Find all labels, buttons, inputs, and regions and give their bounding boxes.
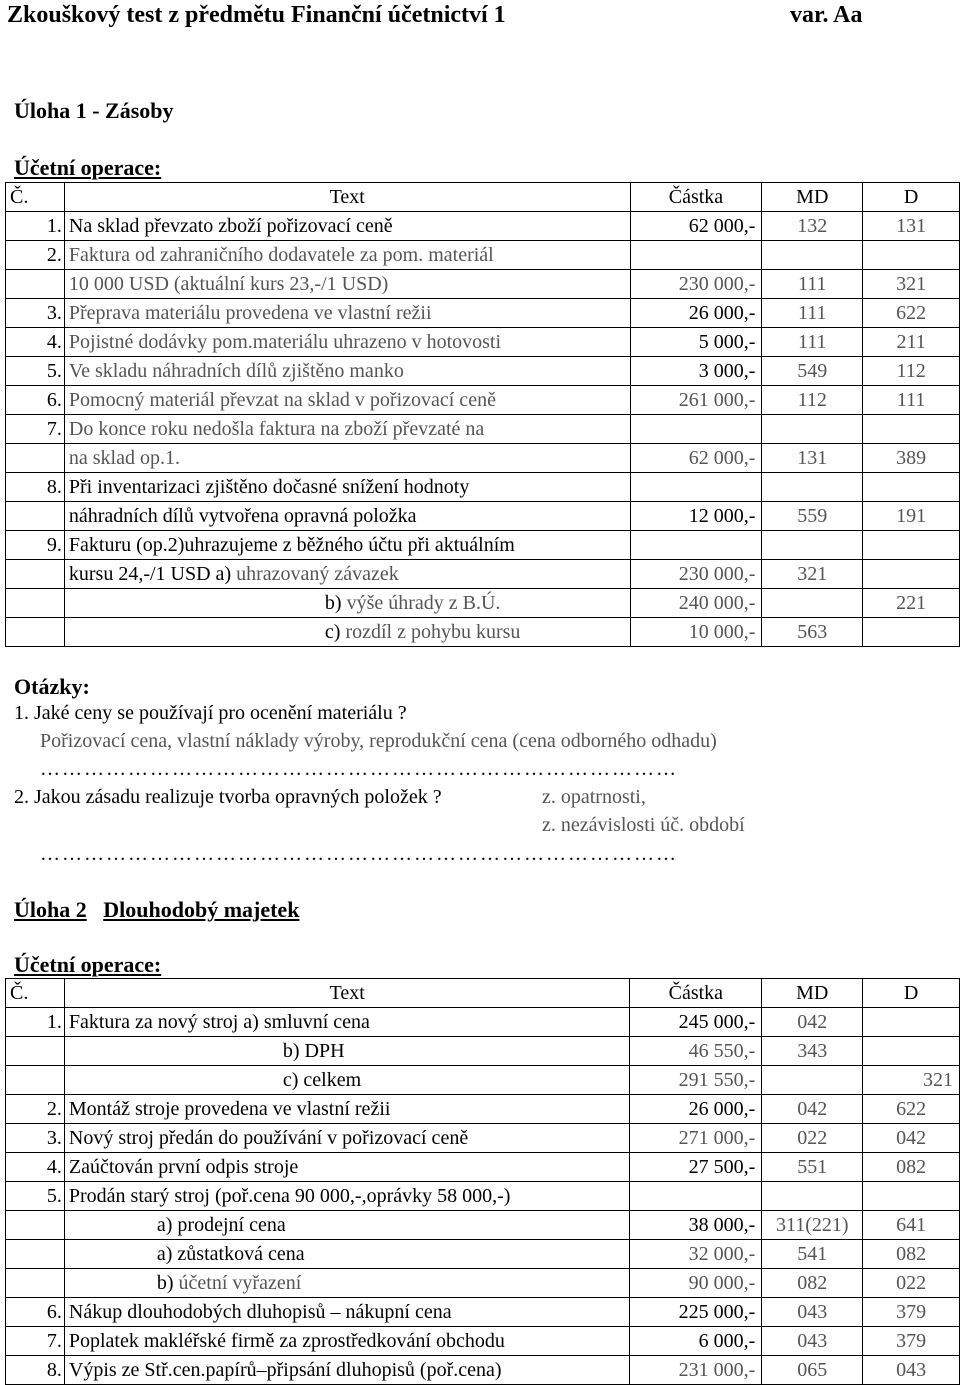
table-row <box>6 531 960 560</box>
header-no: Č. <box>6 979 65 1008</box>
row-text-answer: účetní vyřazení <box>178 1272 302 1294</box>
table-row <box>6 270 960 299</box>
row-amount: 5 000,- <box>630 328 762 357</box>
row-text: Poplatek makléřské firmě za zprostředkování obchodu <box>64 1327 630 1356</box>
row-d: 321 <box>863 270 960 299</box>
row-text: Výpis ze Stř.cen.papírů–připsání dluhopisů (poř.cena) <box>64 1356 630 1385</box>
row-d <box>863 415 960 444</box>
row-md: 043 <box>762 1298 863 1327</box>
row-no: 1. <box>6 212 65 241</box>
row-d: 379 <box>863 1327 960 1356</box>
row-md: 022 <box>762 1124 863 1153</box>
row-text-prefix: b) <box>324 592 347 614</box>
row-text <box>64 618 630 647</box>
row-text: na sklad op.1. <box>64 444 630 473</box>
row-amount: 27 500,- <box>630 1153 762 1182</box>
row-amount: 240 000,- <box>630 589 762 618</box>
row-text: Montáž stroje provedena ve vlastní režii <box>64 1095 630 1124</box>
row-md: 111 <box>762 270 863 299</box>
row-d: 082 <box>863 1240 960 1269</box>
row-d: 022 <box>863 1269 960 1298</box>
row-no <box>6 1211 65 1240</box>
question-2: 2. Jakou zásadu realizuje tvorba opravných položek ? <box>14 786 442 808</box>
table-row <box>6 241 960 270</box>
row-amount: 26 000,- <box>630 1095 762 1124</box>
row-d <box>863 618 960 647</box>
row-text <box>64 589 630 618</box>
table-row <box>6 1037 960 1066</box>
row-d: 221 <box>863 589 960 618</box>
row-text: náhradních dílů vytvořena opravná položka <box>64 502 630 531</box>
header-amount: Částka <box>630 183 762 212</box>
row-text: Nákup dlouhodobých dluhopisů – nákupní cena <box>64 1298 630 1327</box>
row-no: 3. <box>6 1124 65 1153</box>
row-no: 5. <box>6 1182 65 1211</box>
row-md: 559 <box>762 502 863 531</box>
table-row <box>6 1240 960 1269</box>
row-d: 112 <box>863 357 960 386</box>
task1-table <box>5 182 960 647</box>
row-no: 3. <box>6 299 65 328</box>
table-row <box>6 1356 960 1385</box>
row-amount: 3 000,- <box>630 357 762 386</box>
row-text: c) celkem <box>64 1066 630 1095</box>
row-d: 622 <box>863 299 960 328</box>
row-amount: 46 550,- <box>630 1037 762 1066</box>
row-d: 082 <box>863 1153 960 1182</box>
row-md: 321 <box>762 560 863 589</box>
row-d <box>863 1008 960 1037</box>
row-d: 211 <box>863 328 960 357</box>
row-amount: 10 000,- <box>630 618 762 647</box>
row-text: Fakturu (op.2)uhrazujeme z běžného účtu při aktuálním <box>64 531 630 560</box>
row-md: 042 <box>762 1008 863 1037</box>
row-amount: 245 000,- <box>630 1008 762 1037</box>
table-row <box>6 444 960 473</box>
row-md: 111 <box>762 299 863 328</box>
answer-2b: z. nezávislosti úč. období <box>542 814 745 836</box>
row-d: 131 <box>863 212 960 241</box>
row-no: 4. <box>6 328 65 357</box>
table-row <box>6 1269 960 1298</box>
table-header-row <box>6 183 960 212</box>
row-d: 622 <box>863 1095 960 1124</box>
row-d: 042 <box>863 1124 960 1153</box>
table-header-row <box>6 979 960 1008</box>
task1-ops-label: Účetní operace: <box>14 155 162 180</box>
table-row <box>6 1124 960 1153</box>
row-d: 111 <box>863 386 960 415</box>
row-md: 311(221) <box>762 1211 863 1240</box>
row-no: 8. <box>6 473 65 502</box>
row-no <box>6 444 65 473</box>
row-md: 065 <box>762 1356 863 1385</box>
table-row <box>6 1066 960 1095</box>
row-text: a) zůstatková cena <box>64 1240 630 1269</box>
task2-table <box>5 978 960 1385</box>
row-amount: 261 000,- <box>630 386 762 415</box>
row-md: 549 <box>762 357 863 386</box>
row-text-answer: rozdíl z pohybu kursu <box>345 621 521 643</box>
task2-heading-title: Dlouhodobý majetek <box>103 897 300 922</box>
row-text: Pojistné dodávky pom.materiálu uhrazeno v hotovosti <box>64 328 630 357</box>
table-row <box>6 357 960 386</box>
table-row <box>6 1327 960 1356</box>
row-md: 563 <box>762 618 863 647</box>
table-row <box>6 502 960 531</box>
header-text: Text <box>64 979 630 1008</box>
table-row <box>6 212 960 241</box>
row-amount <box>630 531 762 560</box>
row-amount: 230 000,- <box>630 560 762 589</box>
row-text <box>64 1269 630 1298</box>
row-md: 132 <box>762 212 863 241</box>
row-no <box>6 502 65 531</box>
row-no <box>6 618 65 647</box>
row-d <box>863 473 960 502</box>
row-no: 1. <box>6 1008 65 1037</box>
row-text: Pomocný materiál převzat na sklad v pořizovací ceně <box>64 386 630 415</box>
row-d: 321 <box>863 1066 960 1095</box>
row-amount: 231 000,- <box>630 1356 762 1385</box>
row-text-prefix: c) <box>324 621 346 643</box>
row-amount: 291 550,- <box>630 1066 762 1095</box>
header-text: Text <box>64 183 630 212</box>
table-row <box>6 299 960 328</box>
table-row <box>6 1153 960 1182</box>
table-row <box>6 473 960 502</box>
answer-1: Pořizovací cena, vlastní náklady výroby, reprodukční cena (cena odborného odhadu) <box>40 730 717 752</box>
row-md: 111 <box>762 328 863 357</box>
row-no: 7. <box>6 1327 65 1356</box>
table-row <box>6 560 960 589</box>
answer-2a: z. opatrnosti, <box>542 786 646 808</box>
header-amount: Částka <box>630 979 762 1008</box>
row-amount <box>630 473 762 502</box>
row-d: 389 <box>863 444 960 473</box>
row-text: b) DPH <box>64 1037 630 1066</box>
row-no <box>6 1269 65 1298</box>
row-no: 9. <box>6 531 65 560</box>
task2-heading-number: Úloha 2 <box>14 897 87 922</box>
row-amount: 26 000,- <box>630 299 762 328</box>
row-md: 541 <box>762 1240 863 1269</box>
row-text: Prodán starý stroj (poř.cena 90 000,-,oprávky 58 000,-) <box>64 1182 630 1211</box>
row-text: 10 000 USD (aktuální kurs 23,-/1 USD) <box>64 270 630 299</box>
table-row <box>6 589 960 618</box>
row-no: 6. <box>6 1298 65 1327</box>
table-row <box>6 1182 960 1211</box>
row-d: 043 <box>863 1356 960 1385</box>
row-d <box>863 241 960 270</box>
row-d: 379 <box>863 1298 960 1327</box>
header-d: D <box>863 183 960 212</box>
row-md <box>762 589 863 618</box>
row-no: 4. <box>6 1153 65 1182</box>
row-amount: 6 000,- <box>630 1327 762 1356</box>
row-d <box>863 560 960 589</box>
row-d: 191 <box>863 502 960 531</box>
table-row <box>6 415 960 444</box>
row-md: 082 <box>762 1269 863 1298</box>
row-md: 131 <box>762 444 863 473</box>
row-amount: 230 000,- <box>630 270 762 299</box>
row-amount: 12 000,- <box>630 502 762 531</box>
row-text: a) prodejní cena <box>64 1211 630 1240</box>
row-text: Na sklad převzato zboží pořizovací ceně <box>64 212 630 241</box>
row-no <box>6 1037 65 1066</box>
row-text-answer: uhrazovaný závazek <box>236 563 399 585</box>
row-amount: 62 000,- <box>630 212 762 241</box>
row-amount: 271 000,- <box>630 1124 762 1153</box>
question-1: 1. Jaké ceny se používají pro ocenění materiálu ? <box>14 702 407 724</box>
row-text: Při inventarizaci zjištěno dočasné snížení hodnoty <box>64 473 630 502</box>
row-no: 7. <box>6 415 65 444</box>
row-no: 2. <box>6 1095 65 1124</box>
table-row <box>6 618 960 647</box>
row-text: Do konce roku nedošla faktura na zboží převzaté na <box>64 415 630 444</box>
header-no: Č. <box>6 183 65 212</box>
row-text: Faktura za nový stroj a) smluvní cena <box>64 1008 630 1037</box>
task1-heading: Úloha 1 - Zásoby <box>14 98 174 123</box>
row-md: 112 <box>762 386 863 415</box>
row-md <box>762 241 863 270</box>
row-d <box>863 1037 960 1066</box>
row-amount: 32 000,- <box>630 1240 762 1269</box>
row-no <box>6 560 65 589</box>
answer-line-2: …………………………………………………………………………… <box>40 843 678 865</box>
row-amount: 62 000,- <box>630 444 762 473</box>
table-row <box>6 386 960 415</box>
variant-label: var. Aa <box>790 2 863 28</box>
row-amount <box>630 415 762 444</box>
row-md: 042 <box>762 1095 863 1124</box>
table-row <box>6 328 960 357</box>
row-md <box>762 1182 863 1211</box>
row-md: 551 <box>762 1153 863 1182</box>
row-no <box>6 1240 65 1269</box>
row-text: Faktura od zahraničního dodavatele za pom. materiál <box>64 241 630 270</box>
row-text-prefix: b) <box>156 1272 179 1294</box>
row-d: 641 <box>863 1211 960 1240</box>
row-md <box>762 531 863 560</box>
row-no <box>6 1066 65 1095</box>
row-text-prefix: kursu 24,-/1 USD a) <box>68 563 237 585</box>
row-text: Zaúčtován první odpis stroje <box>64 1153 630 1182</box>
row-amount: 225 000,- <box>630 1298 762 1327</box>
row-amount <box>630 1182 762 1211</box>
row-amount: 38 000,- <box>630 1211 762 1240</box>
header-md: MD <box>762 979 863 1008</box>
table-row <box>6 1211 960 1240</box>
row-text: Přeprava materiálu provedena ve vlastní režii <box>64 299 630 328</box>
task2-ops-label: Účetní operace: <box>14 952 162 977</box>
row-text <box>64 560 630 589</box>
row-text: Nový stroj předán do používání v pořizovací ceně <box>64 1124 630 1153</box>
answer-line-1: …………………………………………………………………………… <box>40 758 678 780</box>
row-no: 2. <box>6 241 65 270</box>
row-amount <box>630 241 762 270</box>
table-row <box>6 1298 960 1327</box>
row-no: 5. <box>6 357 65 386</box>
row-md <box>762 415 863 444</box>
row-d <box>863 531 960 560</box>
row-no: 6. <box>6 386 65 415</box>
row-no <box>6 270 65 299</box>
header-d: D <box>863 979 960 1008</box>
header-md: MD <box>762 183 863 212</box>
row-md <box>762 473 863 502</box>
table-row <box>6 1008 960 1037</box>
row-d <box>863 1182 960 1211</box>
document-title: Zkouškový test z předmětu Finanční účetnictví 1 <box>7 2 506 28</box>
table-row <box>6 1095 960 1124</box>
row-text: Ve skladu náhradních dílů zjištěno manko <box>64 357 630 386</box>
row-text-answer: výše úhrady z B.Ú. <box>346 592 501 614</box>
row-md: 043 <box>762 1327 863 1356</box>
questions-label: Otázky: <box>14 674 90 699</box>
task2-heading <box>14 897 299 923</box>
row-md: 343 <box>762 1037 863 1066</box>
row-md <box>762 1066 863 1095</box>
row-no <box>6 589 65 618</box>
row-no: 8. <box>6 1356 65 1385</box>
row-amount: 90 000,- <box>630 1269 762 1298</box>
